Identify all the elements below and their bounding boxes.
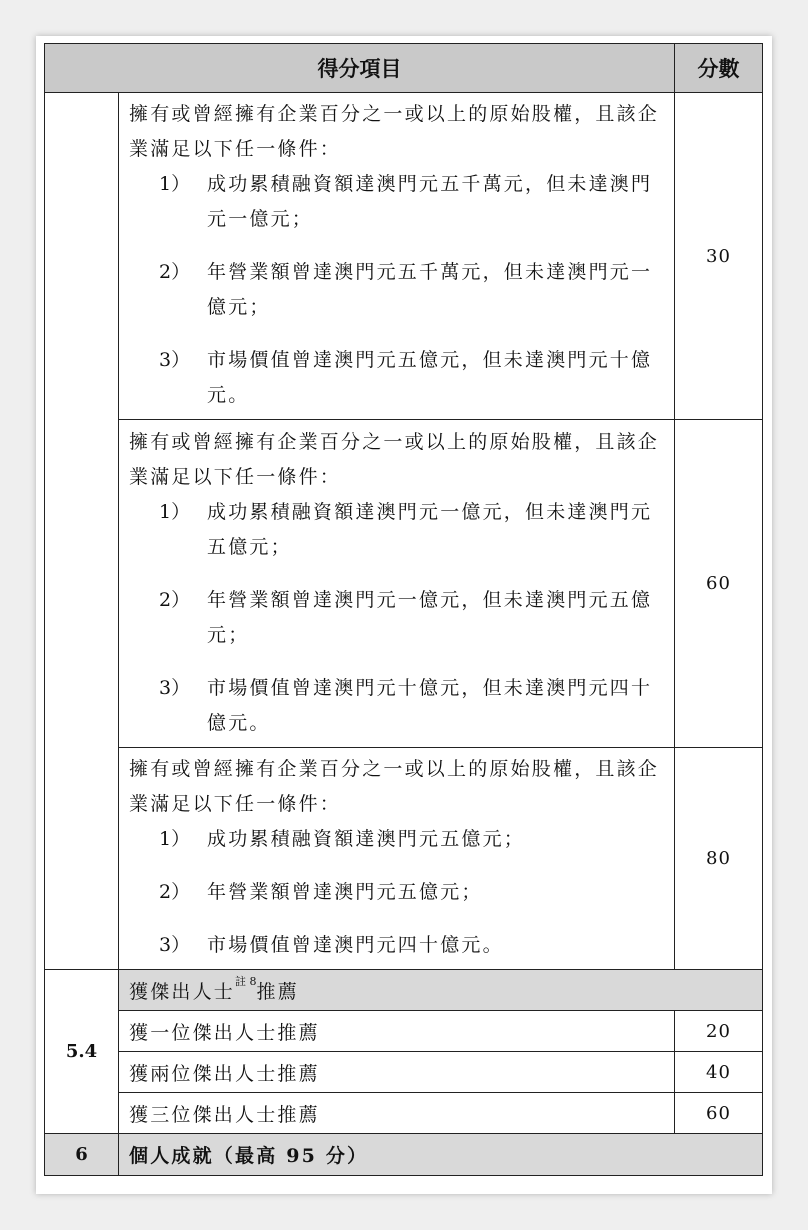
condition-number: 3）: [159, 349, 191, 371]
condition-number: 1）: [159, 500, 191, 523]
recommendation-label: 獲兩位傑出人士推薦: [119, 1052, 675, 1093]
ownership-criteria: [119, 93, 675, 420]
section-number: 6: [45, 1134, 119, 1176]
criteria-intro: 擁有或曾經擁有企業百分之一或以上的原始股權，且該企業滿足以下任一條件：: [129, 103, 660, 160]
section-title-text: 獲傑出人士: [129, 980, 236, 1003]
condition-text: 市場價值曾達澳門元四十億元。: [207, 934, 504, 956]
footnote-marker: 註 8: [235, 974, 257, 988]
condition-number: 3）: [159, 676, 191, 699]
scoring-table: [44, 43, 763, 1176]
criteria-intro: 擁有或曾經擁有企業百分之一或以上的原始股權，且該企業滿足以下任一條件：: [129, 430, 660, 488]
score-value: 30: [675, 93, 763, 420]
condition-item: [129, 255, 664, 325]
condition-item: [129, 167, 664, 237]
condition-text: 成功累積融資額達澳門元五千萬元，但未達澳門元一億元；: [207, 173, 653, 230]
header-score: 分數: [675, 44, 763, 93]
recommendation-label: 獲三位傑出人士推薦: [119, 1093, 675, 1134]
ownership-row: [45, 748, 763, 970]
condition-item: [129, 343, 664, 413]
score-value: 20: [675, 1011, 763, 1052]
ownership-criteria: [119, 420, 675, 748]
document-page: [36, 36, 772, 1194]
ownership-criteria: [119, 748, 675, 970]
condition-number: 1）: [159, 173, 191, 195]
score-value: 60: [675, 1093, 763, 1134]
condition-text: 年營業額曾達澳門元一億元，但未達澳門元五億元；: [207, 588, 653, 646]
condition-number: 1）: [159, 828, 191, 850]
condition-item: [129, 875, 664, 910]
table-header-row: [45, 44, 763, 93]
condition-text: 年營業額曾達澳門元五千萬元，但未達澳門元一億元；: [207, 261, 653, 318]
score-value: 80: [675, 748, 763, 970]
condition-text: 成功累積融資額達澳門元一億元，但未達澳門元五億元；: [207, 500, 653, 558]
score-value: 40: [675, 1052, 763, 1093]
condition-item: [129, 822, 664, 857]
condition-text: 市場價值曾達澳門元十億元，但未達澳門元四十億元。: [207, 676, 653, 734]
condition-text: 市場價值曾達澳門元五億元，但未達澳門元十億元。: [207, 349, 653, 406]
condition-number: 3）: [159, 934, 191, 956]
section-6-row: [45, 1134, 763, 1176]
recommendation-label: 獲一位傑出人士推薦: [119, 1011, 675, 1052]
condition-number: 2）: [159, 588, 191, 611]
section-number-cell-empty: [45, 93, 119, 970]
section-number: 5.4: [45, 970, 119, 1134]
section-title-text: 推薦: [256, 980, 299, 1003]
condition-number: 2）: [159, 881, 191, 903]
table-row: [45, 1052, 763, 1093]
condition-number: 2）: [159, 261, 191, 283]
condition-text: 成功累積融資額達澳門元五億元；: [207, 828, 526, 850]
section-5-4-title-row: [45, 970, 763, 1011]
ownership-row: [45, 93, 763, 420]
condition-item: [129, 495, 664, 565]
condition-item: [129, 928, 664, 963]
criteria-intro: 擁有或曾經擁有企業百分之一或以上的原始股權，且該企業滿足以下任一條件：: [129, 758, 660, 815]
ownership-row: [45, 420, 763, 748]
condition-text: 年營業額曾達澳門元五億元；: [207, 881, 483, 903]
condition-item: [129, 671, 664, 741]
header-item: 得分項目: [45, 44, 675, 93]
condition-item: [129, 583, 664, 653]
score-value: 60: [675, 420, 763, 748]
table-row: [45, 1011, 763, 1052]
section-title: 個人成就（最高 95 分）: [119, 1134, 763, 1176]
table-row: [45, 1093, 763, 1134]
section-title: [119, 970, 763, 1011]
